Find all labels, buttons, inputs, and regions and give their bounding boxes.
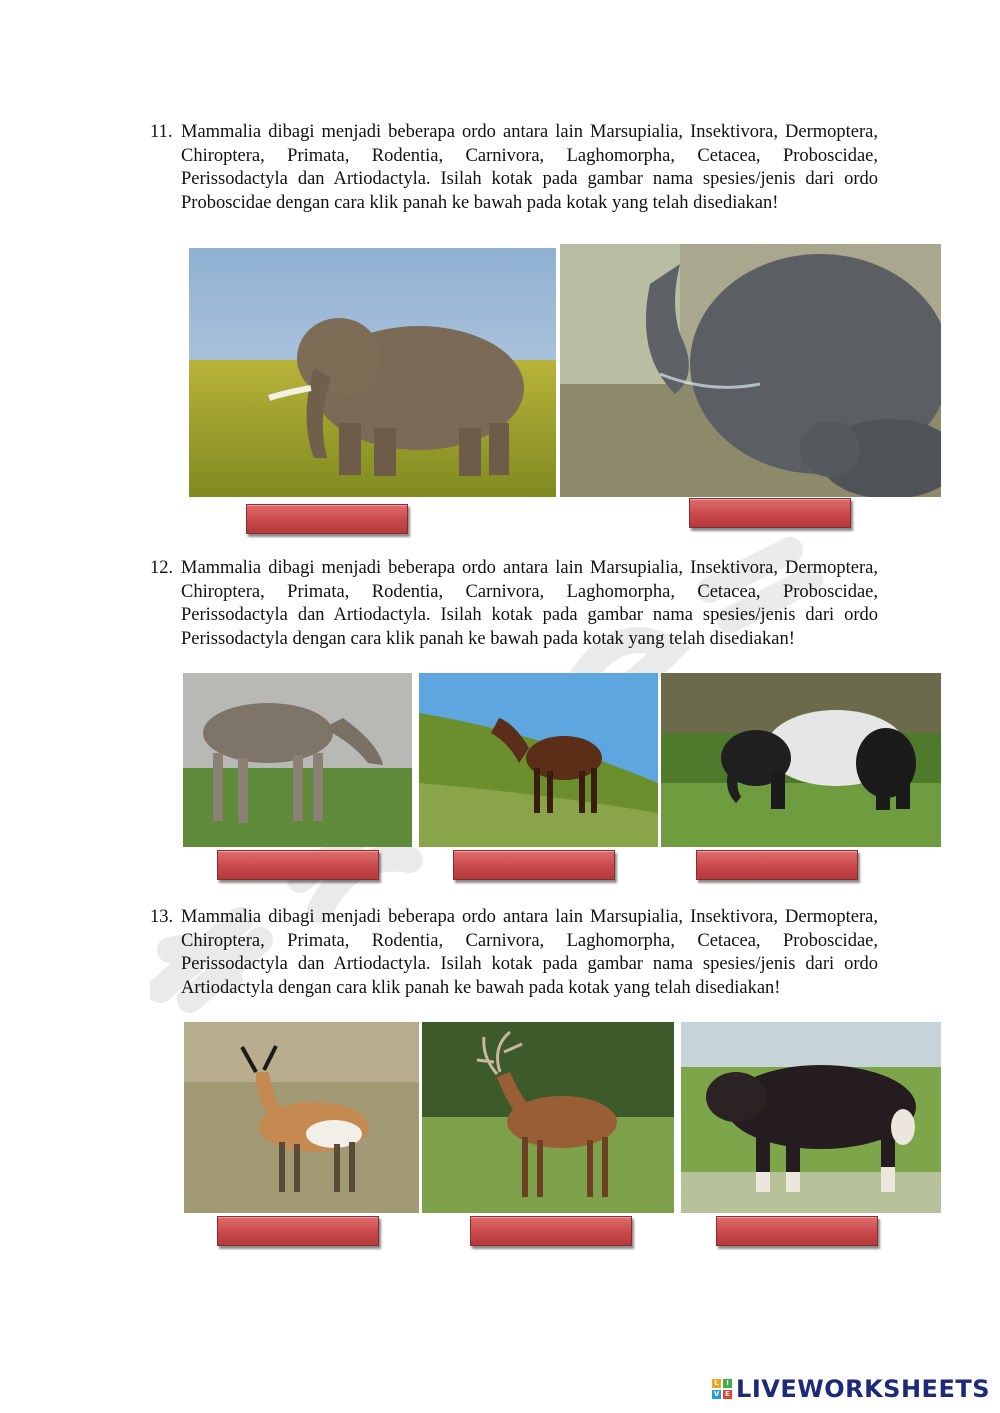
red-deer-image [422, 1022, 674, 1213]
question-text: Mammalia dibagi menjadi beberapa ordo antara lain Marsupialia, Insektivora, Dermoptera, Chiroptera, Primata, Rodentia, Carnivora, Laghomorpha, Cetacea, Proboscidae, Perissodactyla dan Artiodactyla. Isilah kotak pada gambar nama spesies/jenis dari ordo Proboscidae dengan cara klik panah ke bawah pada kotak yang telah disediakan! [181, 122, 878, 213]
question-number: 13. [150, 907, 174, 927]
question-text: Mammalia dibagi menjadi beberapa ordo antara lain Marsupialia, Insektivora, Dermoptera, Chiroptera, Primata, Rodentia, Carnivora, Laghomorpha, Cetacea, Proboscidae, Perissodactyla dan Artiodactyla. Isilah kotak pada gambar nama spesies/jenis dari ordo Artiodactyla dengan cara klik panah ke bawah pada kotak yang telah disediakan! [181, 907, 878, 998]
question-13 [150, 906, 878, 1000]
question-12 [150, 557, 878, 651]
answer-dropdown-q11-1[interactable] [246, 504, 408, 534]
asian-elephant-image [560, 244, 941, 497]
logo-mark-icon: L I V E [712, 1379, 732, 1399]
horse-image [419, 673, 658, 847]
tapir-image [661, 673, 941, 847]
question-number: 11. [150, 122, 173, 142]
question-number: 12. [150, 558, 174, 578]
donkey-image [183, 673, 412, 847]
banteng-image [681, 1022, 941, 1213]
pronghorn-image [184, 1022, 419, 1213]
question-11 [150, 121, 878, 215]
african-elephant-image [189, 248, 556, 497]
logo-text: LIVEWORKSHEETS [736, 1375, 990, 1403]
answer-dropdown-q13-2[interactable] [470, 1216, 632, 1246]
liveworksheets-logo[interactable] [712, 1375, 990, 1403]
answer-dropdown-q12-2[interactable] [453, 850, 615, 880]
answer-dropdown-q11-2[interactable] [689, 498, 851, 528]
answer-dropdown-q13-1[interactable] [217, 1216, 379, 1246]
answer-dropdown-q13-3[interactable] [716, 1216, 878, 1246]
question-text: Mammalia dibagi menjadi beberapa ordo antara lain Marsupialia, Insektivora, Dermoptera, Chiroptera, Primata, Rodentia, Carnivora, Laghomorpha, Cetacea, Proboscidae, Perissodactyla dan Artiodactyla. Isilah kotak pada gambar nama spesies/jenis dari ordo Perissodactyla dengan cara klik panah ke bawah pada kotak yang telah disediakan! [181, 558, 878, 649]
answer-dropdown-q12-1[interactable] [217, 850, 379, 880]
answer-dropdown-q12-3[interactable] [696, 850, 858, 880]
